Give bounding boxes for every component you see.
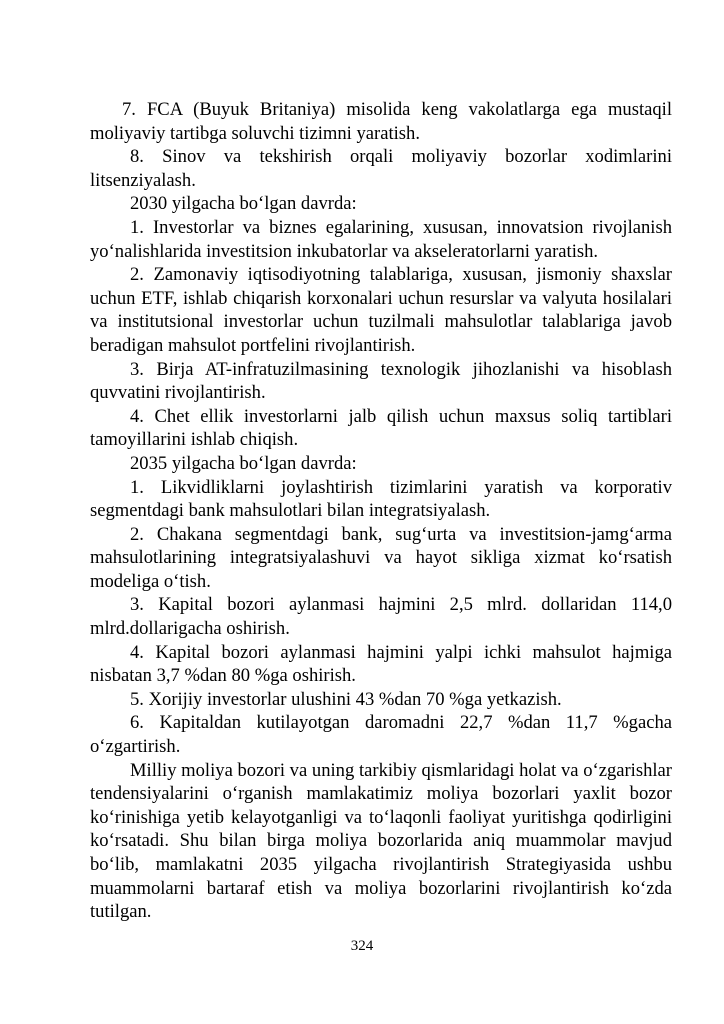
list-item: 6. Kapitaldan kutilayotgan daromadni 22,7 %dan 11,7 %gacha o‘zgartirish. [90, 712, 672, 758]
list-item: 1. Investorlar va biznes egalarining, xususan, innovatsion rivojlanish yo‘nalishlarida investitsion inkubatorlar va akseleratorlarni yaratish. [90, 216, 672, 262]
list-item: 3. Kapital bozori aylanmasi hajmini 2,5 mlrd. dollaridan 114,0 mlrd.dollarigacha oshirish. [90, 594, 672, 640]
list-item: 8. Sinov va tekshirish orqali moliyaviy bozorlar xodimlarini litsenziyalash. [90, 146, 672, 191]
list-item: 1. Likvidliklarni joylashtirish tizimlarini yaratish va korporativ segmentdagi bank mahsulotlari bilan integratsiyalash. [90, 476, 672, 522]
page-number: 324 [350, 938, 374, 954]
conclusion-paragraph: Milliy moliya bozori va uning tarkibiy qismlaridagi holat va o‘zgarishlar tendensiyalarini o‘rganish mamlakatimiz moliya bozorlari yaxlit bozor ko‘rinishiga yetib kelayotganligi va to‘laqonli faoliyat yuritishga qodirligini ko‘rsatadi. Shu bilan birga moliya bozorlarida aniq muammolar mavjud bo‘lib, mamlakatni 2035 yilgacha rivojlantirish Strategiyasida ushbu muammolarni bartaraf etish va moliya bozorlarini rivojlantirish ko‘zda tutilgan. [90, 759, 672, 923]
list-item: 4. Chet ellik investorlarni jalb qilish uchun maxsus soliq tartiblari tamoyillarini ishlab chiqish. [90, 405, 672, 451]
list-item: 2. Chakana segmentdagi bank, sug‘urta va investitsion-jamg‘arma mahsulotlarining integratsiyalashuvi va hayot sikliga xizmat ko‘rsatish modeliga o‘tish. [90, 523, 672, 592]
list-item: 5. Xorijiy investorlar ulushini 43 %dan 70 %ga yetkazish. [130, 688, 562, 710]
list-item: 2. Zamonaviy iqtisodiyotning talablariga, xususan, jismoniy shaxslar uchun ETF, ishlab chiqarish korxonalari uchun resurslar va valyuta hosilalari va institutsional investorlar uchun tuzilmali mahsulotlar talablariga javob beradigan mahsulot portfelini rivojlantirish. [90, 264, 672, 356]
section-heading-2035: 2035 yilgacha bo‘lgan davrda: [130, 452, 357, 474]
list-item: 4. Kapital bozori aylanmasi hajmini yalpi ichki mahsulot hajmiga nisbatan 3,7 %dan 80 %ga oshirish. [90, 641, 672, 687]
list-item: 3. Birja AT-infratuzilmasining texnologik jihozlanishi va hisoblash quvvatini rivojlantirish. [90, 358, 672, 404]
section-heading-2030: 2030 yilgacha bo‘lgan davrda: [130, 193, 357, 215]
page-body [90, 98, 672, 924]
list-item: 7. FCA (Buyuk Britaniya) misolida keng vakolatlarga ega mustaqil moliyaviy tartibga soluvchi tizimni yaratish. [90, 99, 672, 144]
